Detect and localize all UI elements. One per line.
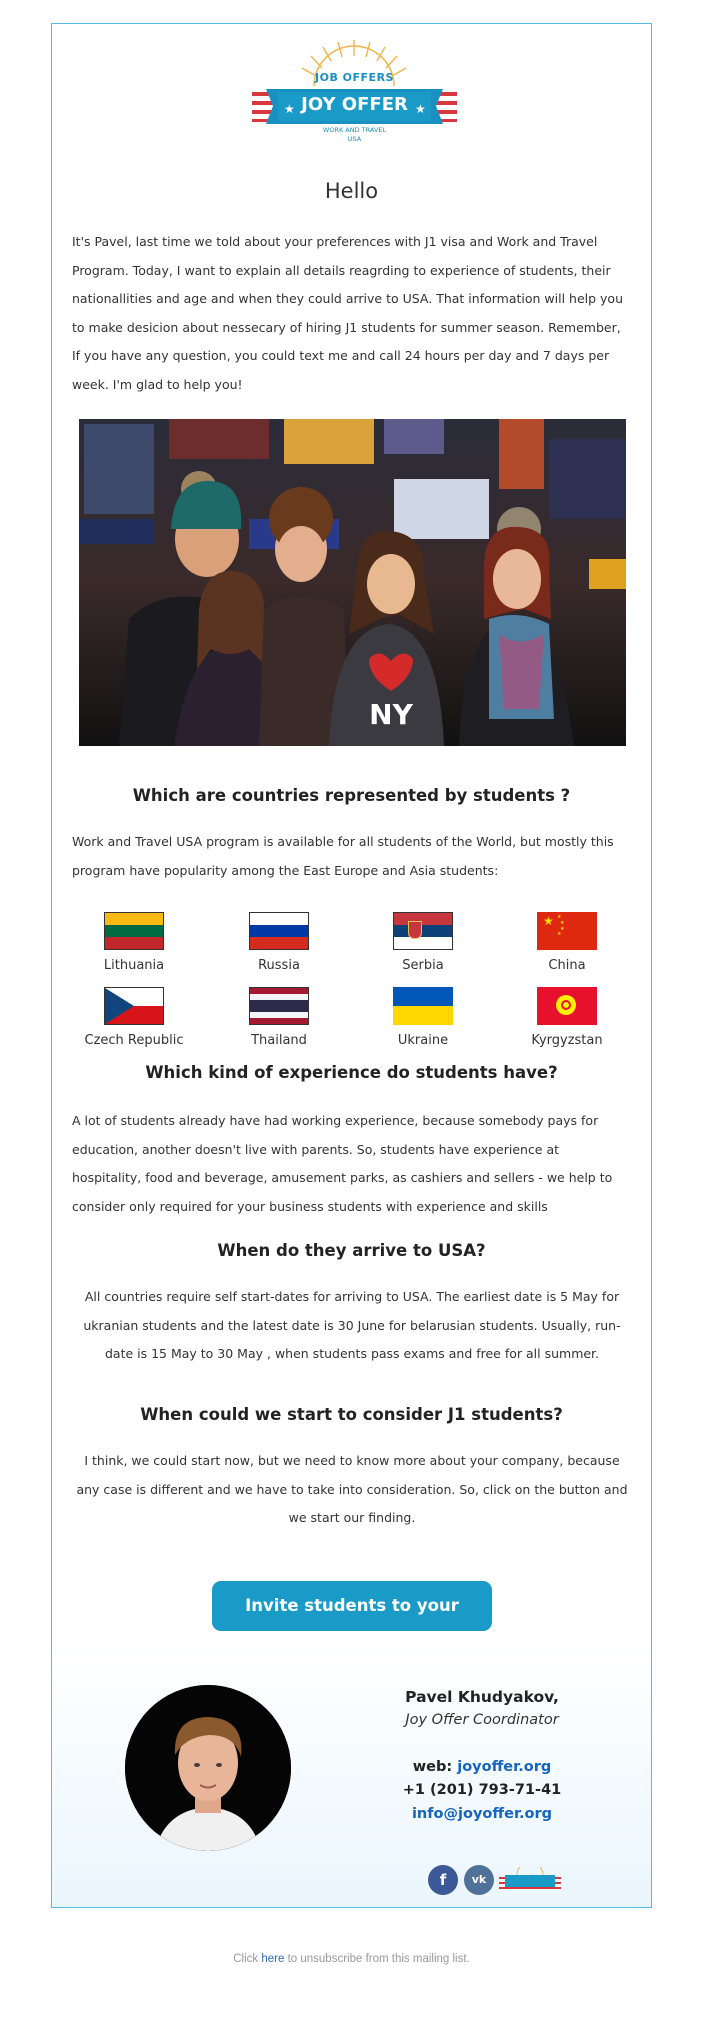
country-serbia [363,912,483,973]
country-label: Thailand [251,1033,307,1048]
countries-paragraph: Work and Travel USA program is available for all students of the World, but mostly this program have popularity among the East Europe and Asia students: [72,834,614,878]
students-photo [79,419,626,746]
unsubscribe-link[interactable]: here [261,1953,285,1965]
country-label: China [548,958,586,973]
greeting-heading: Hello [324,179,379,203]
svg-text:★: ★ [415,102,426,116]
experience-paragraph: A lot of students already have had working experience, because somebody pays for education, another doesn't live with parents. So, students have experience at hospitality, food and beverage, amusement parks, as cashiers and sellers - we help to consider only required for your business students with experience and skills [72,1113,613,1214]
country-czech-republic [74,987,194,1048]
invite-students-button[interactable]: Invite students to your company [212,1581,492,1631]
russia-flag-icon [249,912,309,950]
photo-shirt-text [80,420,81,421]
arrival-paragraph: All countries require self start-dates for arriving to USA. The earliest date is 5 May for ukranian students and the latest date is 30 June for belarusian students. Usually, run-date is 15 May to 30 May , when students pass exams and free for all summer. [83,1289,621,1361]
china-flag-icon: ★ ★ ★ ★ ★ [537,912,597,950]
unsubscribe-footer [0,1953,703,1965]
logo-top-text: JOB OFFERS [315,71,394,84]
country-russia [219,912,339,973]
web-label: web: [412,1759,458,1775]
students-group-photo-icon [79,419,626,746]
country-label: Ukraine [397,1033,449,1048]
serbia-flag-icon [393,912,453,950]
signature-name: Pavel Khudyakov, [405,1688,559,1706]
footer-text-before: Click [233,1953,262,1965]
ukraine-flag-icon [393,987,453,1025]
logo-sub-text-2: USA [347,135,362,143]
signature-phone[interactable]: +1 (201) 793-71-41 [402,1782,562,1798]
logo-sub-text: WORK AND TRAVEL [322,126,387,134]
start-title: When could we start to consider J1 students? [140,1405,563,1424]
country-kyrgyzstan [507,987,627,1048]
email-card [51,23,652,1908]
small-logo-icon [499,1867,561,1895]
thailand-flag-icon [249,987,309,1025]
country-label: Serbia [402,958,444,973]
vk-icon[interactable]: vk [464,1865,494,1895]
svg-text:NY: NY [369,698,413,731]
country-china [507,912,627,973]
email-link[interactable]: info@joyoffer.org [411,1806,553,1822]
country-label: Kyrgyzstan [531,1033,603,1048]
country-label: Lithuania [103,958,165,973]
country-lithuania [74,912,194,973]
lithuania-flag-icon [104,912,164,950]
czech-flag-icon [104,987,164,1025]
country-label: Czech Republic [84,1033,184,1048]
country-thailand [219,987,339,1048]
kyrgyzstan-flag-icon [537,987,597,1025]
country-label: Russia [258,958,300,973]
logo-main-text: JOY OFFER [301,94,408,115]
start-paragraph: I think, we could start now, but we need to know more about your company, because any case is different and we have to take into consideration. So, click on the button and we start our finding. [76,1453,628,1525]
avatar [125,1685,291,1851]
facebook-icon[interactable]: f [428,1865,458,1895]
joy-offer-logo[interactable] [252,34,457,144]
signature-web [372,1759,592,1775]
countries-title: Which are countries represented by students ? [132,786,571,805]
website-link[interactable]: joyoffer.org [457,1759,552,1775]
joy-offer-small-logo[interactable] [499,1867,561,1895]
footer-text-after: to unsubscribe from this mailing list. [284,1953,470,1965]
signature-role: Joy Offer Coordinator [405,1712,559,1728]
intro-paragraph: It's Pavel, last time we told about your preferences with J1 visa and Work and Travel Program. Today, I want to explain all details reagrding to experience of students, their nationallities and age and when they could arrive to USA. That information will help you to make desicion about nessecary of hiring J1 students for summer season. Remember, If you have any question, you could text me and call 24 hours per day and 7 days per week. I'm glad to help you! [72,234,623,392]
country-ukraine [363,987,483,1048]
arrival-title: When do they arrive to USA? [217,1241,486,1260]
experience-title: Which kind of experience do students have? [145,1063,558,1082]
svg-text:★: ★ [284,102,295,116]
person-portrait-icon [125,1685,291,1851]
